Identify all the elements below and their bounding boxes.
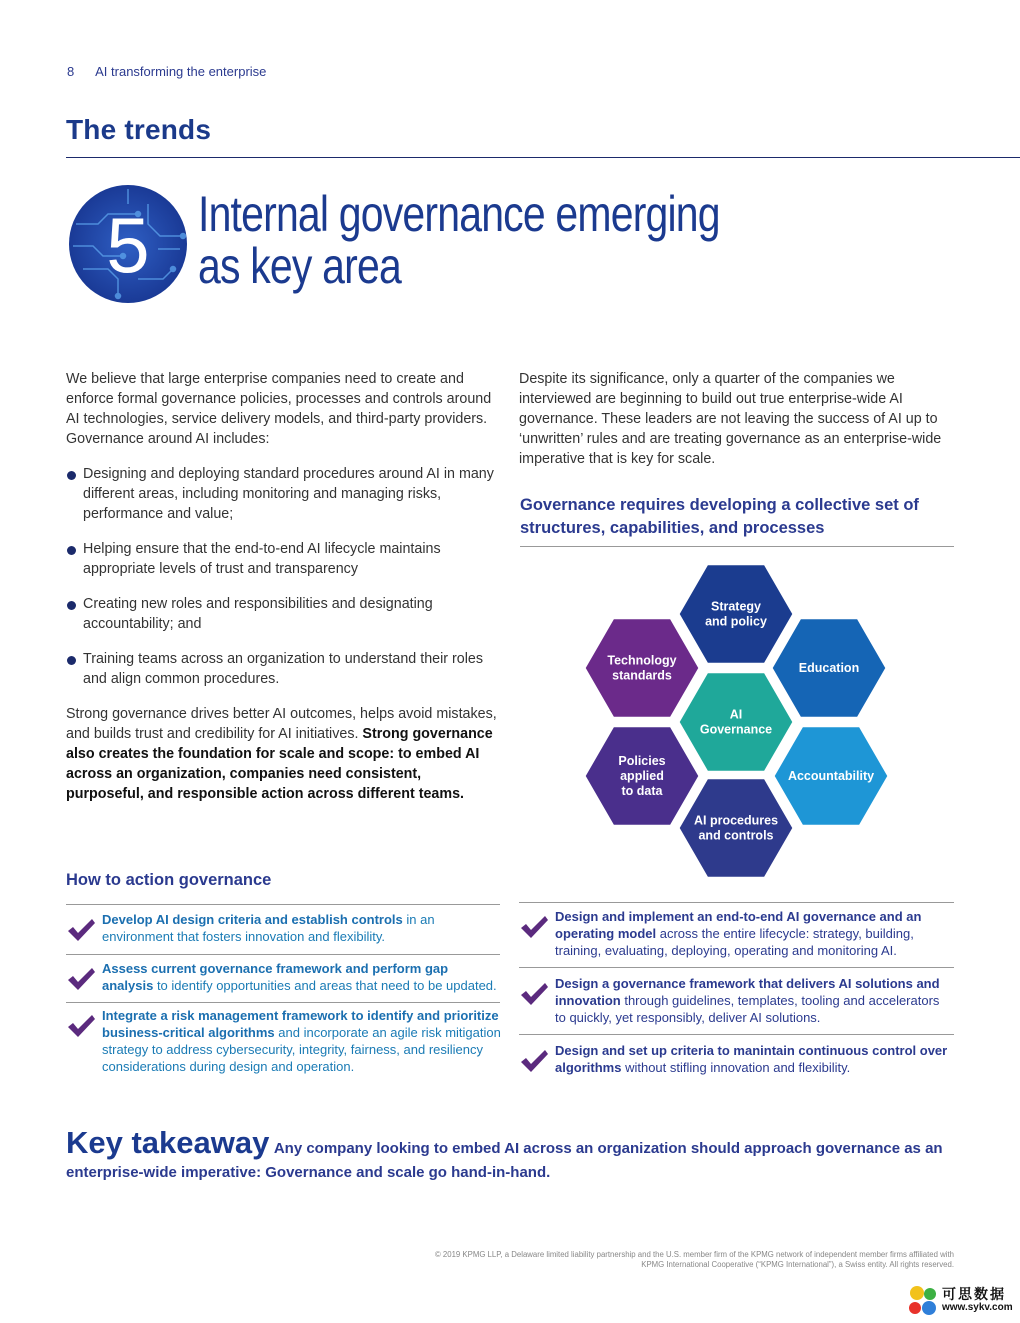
copyright-line-2: KPMG International Cooperative (“KPMG International”), a Swiss entity. All rights reserved. [641, 1260, 954, 1269]
page-title: The trends [66, 114, 212, 145]
hex-technology-label: Technology [607, 653, 677, 668]
section-title: AI transforming the enterprise [95, 64, 267, 79]
action-item-right-2 [555, 1042, 951, 1076]
outro-bold-text: Strong governance also creates the foundation for scale and scope: to embed AI across an organization, companies need consistent, purposeful, and responsible action across different teams. [66, 726, 493, 802]
hex-center-label: Governance [699, 722, 773, 737]
watermark-logo [906, 1284, 1018, 1318]
hex-education-label: Education [798, 661, 860, 675]
list-item: Designing and deploying standard procedures around AI in many different areas, including monitoring and managing risks, performance and value; [66, 464, 498, 524]
bullet-icon [67, 546, 76, 555]
diagram-heading: Governance requires developing a collective set of structures, capabilities, and processes [520, 496, 919, 537]
governance-bullet-list [66, 464, 498, 689]
governance-hex-diagram [570, 560, 900, 885]
action-item-left-2 [102, 1007, 502, 1075]
action-divider [519, 1034, 954, 1035]
left-intro: We believe that large enterprise companies need to create and enforce formal governance policies, processes and controls around AI technologies, service delivery models, and third-party providers. Governance around AI includes: [66, 371, 492, 447]
action-bold-text: Develop AI design criteria and establish controls [102, 912, 403, 927]
watermark-url: www.sykv.com [942, 1302, 1013, 1313]
trend-title-line2: as key area [198, 238, 401, 294]
action-divider [519, 967, 954, 968]
outro-text: Strong governance drives better AI outcomes, helps avoid mistakes, and builds trust and credibility for AI initiatives. [66, 706, 497, 742]
action-item-left-0 [102, 911, 502, 945]
hex-procedures-label: and controls [698, 828, 774, 843]
action-divider [66, 904, 500, 905]
hex-procedures-label: AI procedures [693, 813, 779, 828]
action-text: to identify opportunities and areas that need to be updated. [153, 978, 497, 993]
checkmark-icon [519, 914, 549, 940]
hex-center-label: AI [729, 707, 743, 722]
checkmark-icon [519, 1048, 549, 1074]
action-bold-text: Design and implement an end-to-end AI governance and an operating model [555, 909, 922, 941]
hex-policies-label: to data [621, 784, 663, 798]
action-text: through guidelines, templates, tooling and accelerators to quickly, yet responsibly, deliver AI solutions. [555, 993, 940, 1025]
page-number: 8 [67, 64, 75, 79]
hex-policies-label: applied [620, 769, 664, 783]
diagram-divider [520, 546, 954, 547]
action-item-left-1 [102, 960, 502, 994]
action-item-right-1 [555, 975, 951, 1026]
checkmark-icon [519, 981, 549, 1007]
bullet-icon [67, 601, 76, 610]
checkmark-icon [66, 917, 96, 943]
action-divider [66, 954, 500, 955]
action-bold-text: Design and set up criteria to manintain continuous control over algorithms [555, 1043, 948, 1075]
checkmark-icon [66, 1013, 96, 1039]
action-text: in an environment that fosters innovation and flexibility. [102, 912, 435, 944]
hex-policies-label: Policies [618, 754, 666, 768]
action-item-right-0 [555, 908, 951, 959]
action-bold-text: Assess current governance framework and perform gap analysis [102, 961, 449, 993]
trend-title [198, 188, 720, 292]
watermark-dots-icon [906, 1284, 940, 1318]
trend-number-badge [68, 184, 188, 304]
copyright-footer [380, 1250, 954, 1270]
action-divider [519, 902, 954, 903]
left-outro [66, 704, 498, 804]
bullet-icon [67, 471, 76, 480]
bullet-icon [67, 656, 76, 665]
trend-title-line1: Internal governance emerging [198, 186, 720, 242]
left-column [66, 369, 498, 804]
title-divider [66, 157, 1020, 158]
action-divider [66, 1002, 500, 1003]
hex-strategy-label: and policy [705, 614, 767, 629]
action-text: without stifling innovation and flexibility. [621, 1060, 851, 1075]
list-item: Helping ensure that the end-to-end AI lifecycle maintains appropriate levels of trust and transparency [66, 539, 498, 579]
list-item: Creating new roles and responsibilities and designating accountability; and [66, 594, 498, 634]
action-text: across the entire lifecycle: strategy, building, training, evaluating, deploying, operating and monitoring AI. [555, 926, 914, 958]
hex-technology-label: standards [612, 668, 672, 683]
hex-strategy-label: Strategy [710, 599, 762, 614]
key-takeaway [66, 1125, 966, 1184]
how-to-action-heading: How to action governance [66, 871, 272, 889]
key-takeaway-text: Any company looking to embed AI across an organization should approach governance as an enterprise-wide imperative: Governance and scale go hand-in-hand. [66, 1140, 943, 1181]
right-intro: Despite its significance, only a quarter of the companies we interviewed are beginning to build out true enterprise-wide AI governance. These leaders are not leaving the success of AI up to ‘unwritten’ rules and are treating governance as an enterprise-wide imperative that is key for scale. [519, 371, 942, 467]
hex-accountability-label: Accountability [787, 769, 875, 783]
key-takeaway-label: Key takeaway [66, 1125, 270, 1160]
action-text: and incorporate an agile risk mitigation strategy to address cybersecurity, integrity, fairness, and resiliency considerations during design and operation. [102, 1025, 501, 1074]
action-bold-text: Design a governance framework that delivers AI solutions and innovation [555, 976, 940, 1008]
trend-number: 5 [106, 201, 150, 289]
action-bold-text: Integrate a risk management framework to identify and prioritize business-critical algorithms [102, 1008, 499, 1040]
watermark-name: 可思数据 [942, 1286, 1006, 1302]
list-item: Training teams across an organization to understand their roles and align common procedures. [66, 649, 498, 689]
checkmark-icon [66, 966, 96, 992]
copyright-line-1: © 2019 KPMG LLP, a Delaware limited liability partnership and the U.S. member firm of the KPMG network of independent member firms affiliated with [435, 1250, 954, 1259]
page-header [67, 64, 266, 79]
